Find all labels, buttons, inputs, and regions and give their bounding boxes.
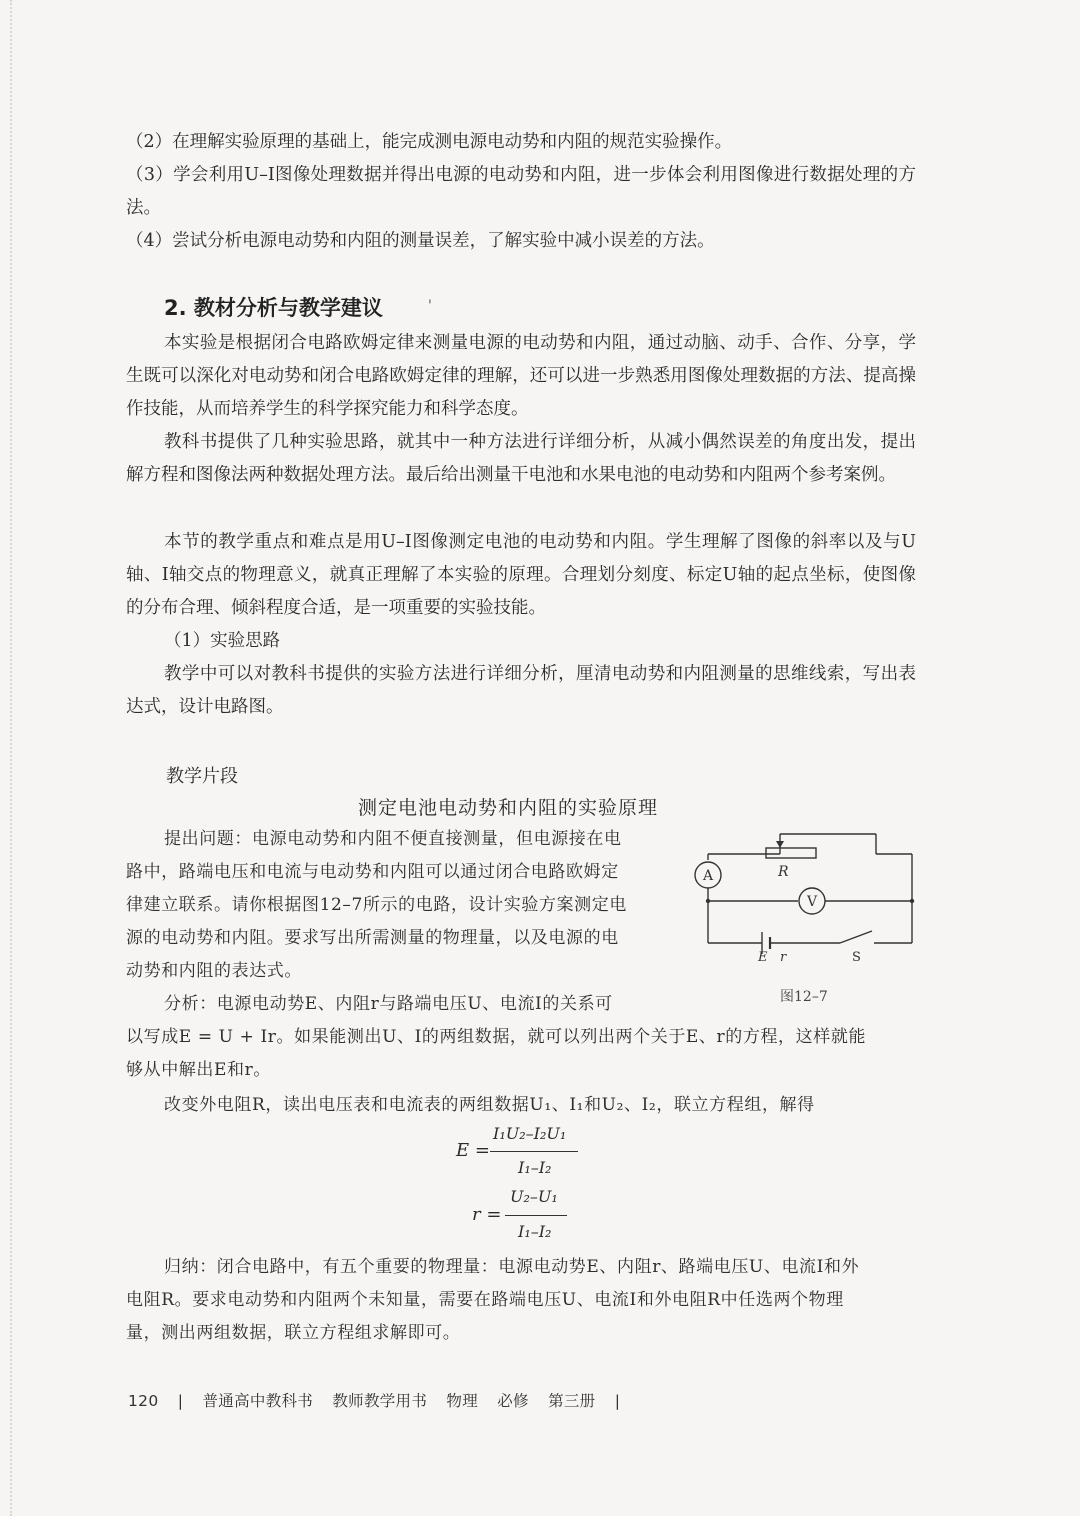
ammeter-label: A [703, 868, 714, 884]
paragraph-3: 本节的教学重点和难点是用U–I图像测定电池的电动势和内阻。学生理解了图像的斜率以及与U轴、I轴交点的物理意义，就真正理解了本实验的原理。合理划分刻度、标定U轴的起点坐标，使图像的分布合理、倾斜程度合适，是一项重要的实验技能。 [126, 532, 916, 618]
page-footer [128, 1389, 634, 1411]
subparagraph: 教学中可以对教科书提供的实验方法进行详细分析，厘清电动势和内阻测量的思维线索，写出表达式，设计电路图。 [126, 664, 916, 717]
question-line-4: 源的电动势和内阻。要求写出所需测量的物理量，以及电源的电 [126, 928, 619, 948]
analysis-line-1: 分析：电源电动势E、内阻r与路端电压U、电流I的关系可 [164, 994, 613, 1014]
rheostat [766, 848, 816, 858]
summary-line-3: 量，测出两组数据，联立方程组求解即可。 [126, 1323, 461, 1343]
objective-3: （3）学会利用U–I图像处理数据并得出电源的电动势和内阻，进一步体会利用图像进行数据处理的方法。 [126, 165, 916, 218]
figure-caption: 图12–7 [780, 989, 828, 1005]
question-line-5: 动势和内阻的表达式。 [126, 961, 302, 981]
formula-r-lhs: r = [472, 1204, 502, 1225]
summary-line-1: 归纳：闭合电路中，有五个重要的物理量：电源电动势E、内阻r、路端电压U、电流I和外 [164, 1257, 860, 1277]
section-heading: 2. 教材分析与教学建议 [164, 296, 383, 320]
page-edge-dotted-line [10, 0, 12, 1516]
footer-level: 必修 [497, 1392, 529, 1410]
footer-end-separator: | [614, 1392, 621, 1410]
segment-title: 测定电池电动势和内阻的实验原理 [358, 797, 659, 819]
formula-e-lhs: E = [456, 1140, 490, 1161]
formula-e-fraction-bar [490, 1151, 578, 1152]
footer-type: 教师教学用书 [332, 1392, 428, 1410]
objective-4: （4）尝试分析电源电动势和内阻的测量误差，了解实验中减小误差的方法。 [126, 231, 715, 251]
question-line-3: 律建立联系。请你根据图12–7所示的电路，设计实验方案测定电 [126, 895, 627, 915]
formula-e-numerator: I₁U₂–I₂U₁ [493, 1124, 567, 1143]
circuit-diagram [680, 820, 930, 1020]
footer-volume: 第三册 [548, 1392, 596, 1410]
page-number: 120 [128, 1392, 159, 1410]
summary-line-2: 电阻R。要求电动势和内阻两个未知量，需要在路端电压U、电流I和外电阻R中任选两个物理 [126, 1290, 844, 1310]
objective-2: （2）在理解实验原理的基础上，能完成测电源电动势和内阻的规范实验操作。 [126, 132, 733, 152]
switch-icon [840, 931, 872, 943]
question-line-1: 提出问题：电源电动势和内阻不便直接测量，但电源接在电 [164, 829, 622, 849]
question-line-2: 路中，路端电压和电流与电动势和内阻可以通过闭合电路欧姆定 [126, 862, 619, 882]
footer-subject: 物理 [446, 1392, 478, 1410]
footer-book: 普通高中教科书 [202, 1392, 314, 1410]
footer-separator: | [177, 1392, 184, 1410]
paragraph-1: 本实验是根据闭合电路欧姆定律来测量电源的电动势和内阻，通过动脑、动手、合作、分享，学生既可以深化对电动势和闭合电路欧姆定律的理解，还可以进一步熟悉用图像处理数据的方法、提高操作技能，从而培养学生的科学探究能力和科学态度。 [126, 333, 916, 419]
analysis-line-3: 够从中解出E和r。 [126, 1060, 271, 1080]
segment-label: 教学片段 [166, 766, 238, 787]
analysis-line-2: 以写成E = U + Ir。如果能测出U、I的两组数据，就可以列出两个关于E、r的方程，这样就能 [126, 1027, 867, 1047]
slider-arrow-icon [776, 841, 784, 848]
formula-e-denominator: I₁–I₂ [518, 1158, 552, 1177]
emf-label: E [758, 950, 768, 965]
formula-r-numerator: U₂–U₁ [510, 1187, 558, 1206]
formula-r-denominator: I₁–I₂ [518, 1222, 552, 1241]
stray-mark: ' [428, 298, 432, 314]
paragraph-2: 教科书提供了几种实验思路，就其中一种方法进行详细分析，从减小偶然误差的角度出发，提出解方程和图像法两种数据处理方法。最后给出测量干电池和水果电池的电动势和内阻两个参考案例。 [126, 432, 916, 485]
internal-resistance-label: r [780, 950, 787, 965]
switch-label: S [852, 950, 861, 965]
change-line: 改变外电阻R，读出电压表和电流表的两组数据U₁、I₁和U₂、I₂，联立方程组，解得 [164, 1095, 815, 1115]
resistor-label: R [778, 864, 789, 880]
formula-r-fraction-bar [505, 1215, 567, 1216]
subheading: （1）实验思路 [164, 631, 281, 651]
voltmeter-label: V [807, 894, 818, 910]
